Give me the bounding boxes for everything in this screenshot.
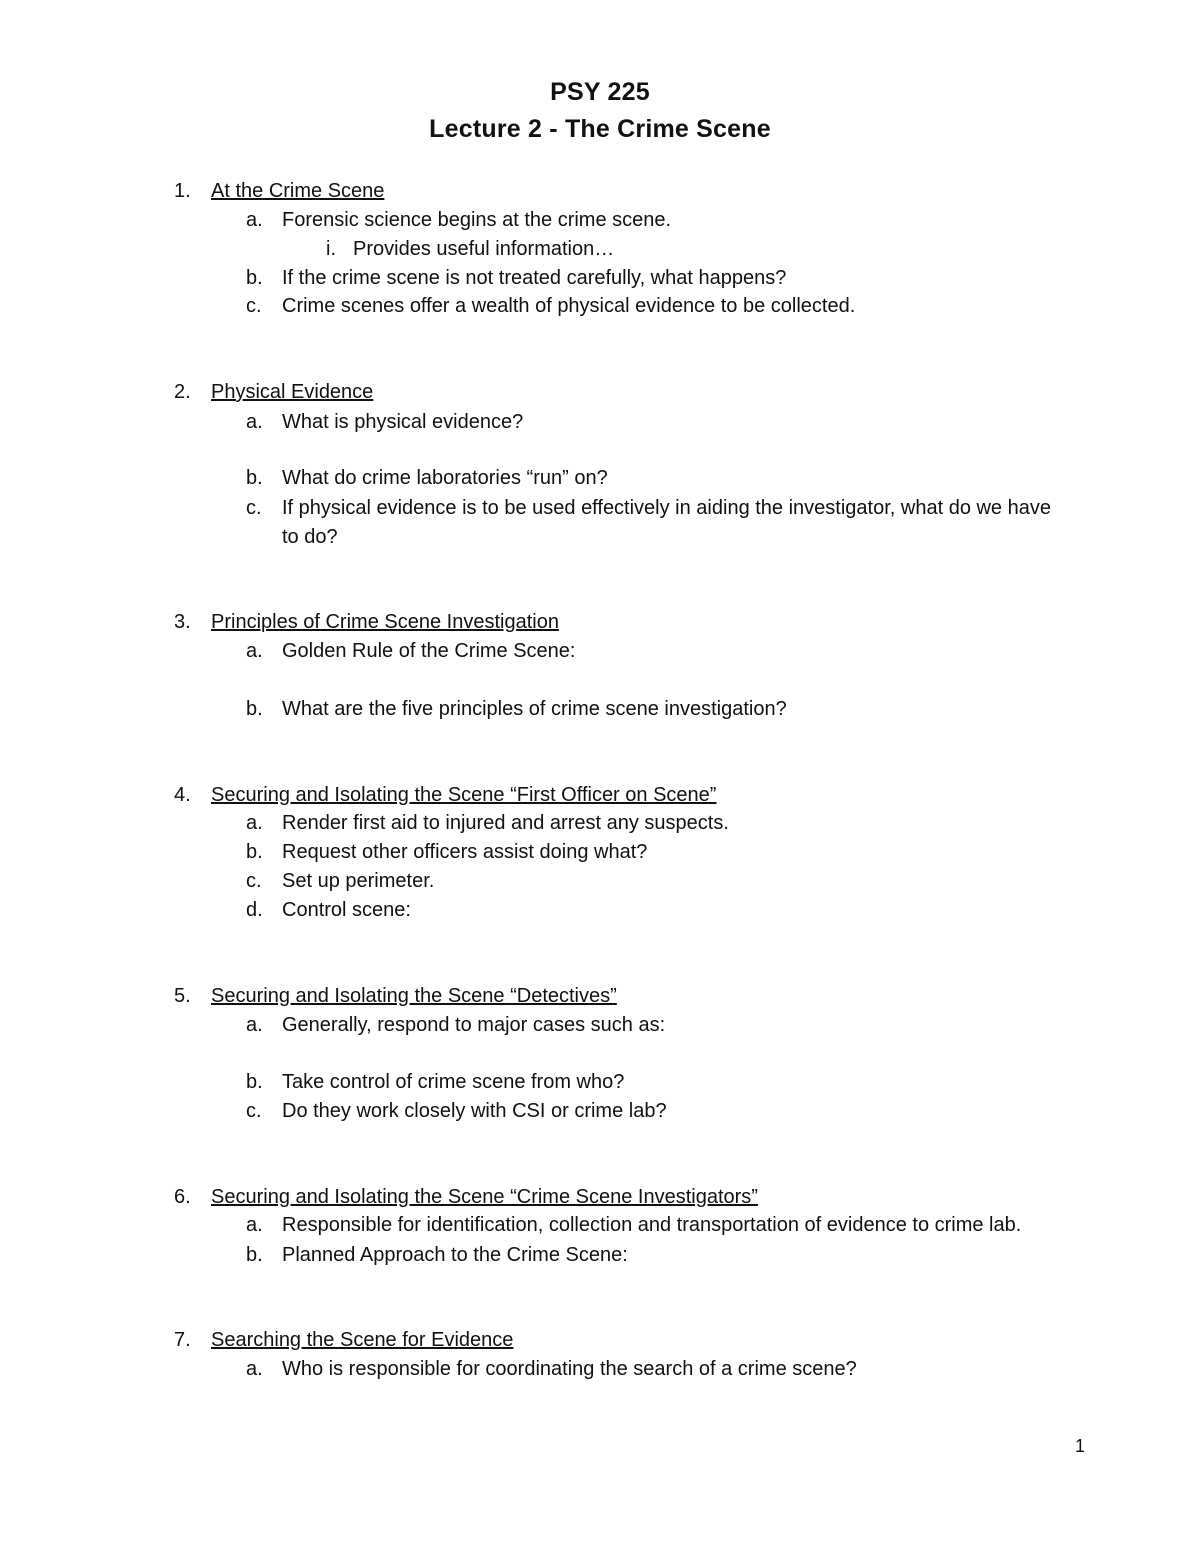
item-text: Render first aid to injured and arrest any suspects. — [282, 812, 729, 834]
section-heading: At the Crime Scene — [211, 180, 385, 202]
item-text: Generally, respond to major cases such as: — [282, 1014, 666, 1036]
section-heading: Principles of Crime Scene Investigation — [211, 611, 559, 633]
item-text: If the crime scene is not treated carefully, what happens? — [282, 267, 787, 289]
item-text: Request other officers assist doing what? — [282, 841, 648, 863]
item-text: Golden Rule of the Crime Scene: — [282, 640, 576, 662]
item-text: Crime scenes offer a wealth of physical evidence to be collected. — [282, 295, 856, 317]
item-marker: b. — [246, 841, 263, 863]
item-marker: c. — [246, 497, 262, 519]
item-marker: d. — [246, 899, 263, 921]
section-number: 7. — [174, 1329, 191, 1351]
item-text: Who is responsible for coordinating the search of a crime scene? — [282, 1358, 857, 1380]
item-marker: b. — [246, 467, 263, 489]
item-marker: a. — [246, 1014, 263, 1036]
item-marker: b. — [246, 1244, 263, 1266]
item-text: Responsible for identification, collection and transportation of evidence to crime lab. — [282, 1214, 1022, 1236]
item-marker: b. — [246, 698, 263, 720]
item-marker: a. — [246, 812, 263, 834]
item-text: Set up perimeter. — [282, 870, 435, 892]
item-text: Control scene: — [282, 899, 411, 921]
item-marker: c. — [246, 870, 262, 892]
section-number: 2. — [174, 381, 191, 403]
section-number: 5. — [174, 985, 191, 1007]
item-text: Forensic science begins at the crime scene. — [282, 209, 672, 231]
section-heading: Searching the Scene for Evidence — [211, 1329, 514, 1351]
page-number: 1 — [1075, 1436, 1086, 1456]
course-title: PSY 225 — [550, 78, 650, 106]
section-heading: Securing and Isolating the Scene “Crime Scene Investigators” — [211, 1186, 758, 1208]
section-number: 1. — [174, 180, 191, 202]
item-text-continued: to do? — [282, 526, 338, 548]
item-marker: b. — [246, 1071, 263, 1093]
item-text: Do they work closely with CSI or crime lab? — [282, 1100, 667, 1122]
item-marker: a. — [246, 1214, 263, 1236]
item-marker: c. — [246, 295, 262, 317]
item-text: What do crime laboratories “run” on? — [282, 467, 608, 489]
section-heading: Securing and Isolating the Scene “Detectives” — [211, 985, 617, 1007]
item-text: Take control of crime scene from who? — [282, 1071, 625, 1093]
item-marker: b. — [246, 267, 263, 289]
subitem-text: Provides useful information… — [353, 238, 615, 260]
item-marker: c. — [246, 1100, 262, 1122]
section-heading: Securing and Isolating the Scene “First Officer on Scene” — [211, 784, 717, 806]
item-text: What is physical evidence? — [282, 411, 524, 433]
item-text: What are the five principles of crime scene investigation? — [282, 698, 787, 720]
subitem-marker: i. — [326, 238, 336, 260]
section-number: 3. — [174, 611, 191, 633]
item-text: Planned Approach to the Crime Scene: — [282, 1244, 628, 1266]
item-marker: a. — [246, 411, 263, 433]
section-number: 6. — [174, 1186, 191, 1208]
section-number: 4. — [174, 784, 191, 806]
item-marker: a. — [246, 1358, 263, 1380]
item-marker: a. — [246, 209, 263, 231]
section-heading: Physical Evidence — [211, 381, 374, 403]
lecture-title: Lecture 2 - The Crime Scene — [429, 115, 771, 143]
item-text: If physical evidence is to be used effectively in aiding the investigator, what do we have — [282, 497, 1051, 519]
item-marker: a. — [246, 640, 263, 662]
